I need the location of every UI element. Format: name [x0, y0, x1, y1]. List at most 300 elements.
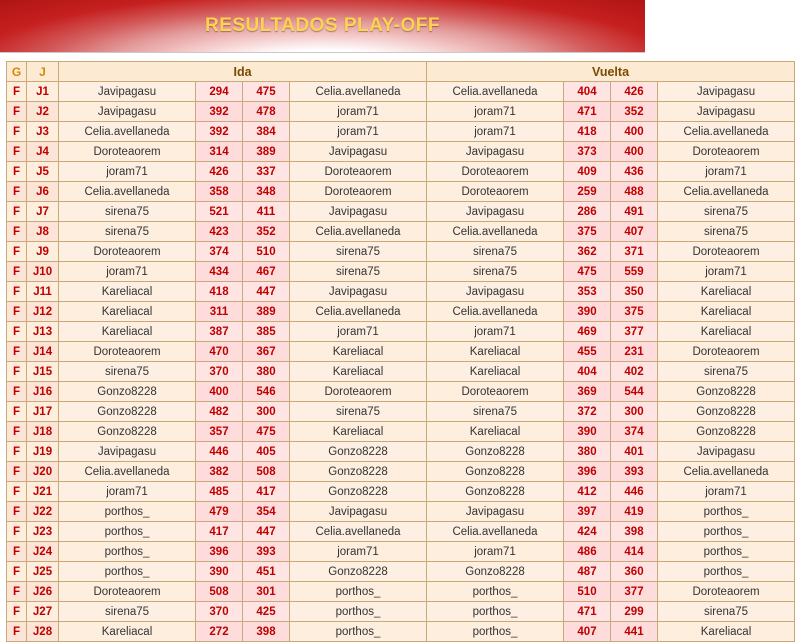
cell-group: F	[7, 82, 27, 102]
cell-score-vuelta-home: 390	[564, 422, 611, 442]
cell-home-ida: porthos_	[59, 502, 196, 522]
table-row	[7, 82, 795, 102]
cell-score-ida-away: 508	[243, 462, 290, 482]
table-row	[7, 402, 795, 422]
cell-group: F	[7, 202, 27, 222]
cell-away-ida: Javipagasu	[290, 282, 427, 302]
cell-away-vuelta: joram71	[658, 162, 795, 182]
cell-home-ida: Celia.avellaneda	[59, 122, 196, 142]
cell-away-ida: sirena75	[290, 402, 427, 422]
cell-away-vuelta: Doroteaorem	[658, 142, 795, 162]
playoff-results-table	[6, 61, 795, 642]
cell-home-vuelta: Gonzo8228	[427, 482, 564, 502]
cell-home-vuelta: Doroteaorem	[427, 182, 564, 202]
cell-matchday: J12	[27, 302, 59, 322]
cell-home-vuelta: Doroteaorem	[427, 162, 564, 182]
cell-away-vuelta: sirena75	[658, 602, 795, 622]
cell-home-vuelta: Kareliacal	[427, 342, 564, 362]
cell-home-ida: Doroteaorem	[59, 582, 196, 602]
table-row	[7, 262, 795, 282]
cell-score-vuelta-away: 393	[611, 462, 658, 482]
cell-away-vuelta: Celia.avellaneda	[658, 462, 795, 482]
cell-score-ida-home: 272	[196, 622, 243, 642]
cell-home-vuelta: joram71	[427, 322, 564, 342]
cell-away-ida: Celia.avellaneda	[290, 82, 427, 102]
cell-home-ida: Celia.avellaneda	[59, 462, 196, 482]
cell-home-vuelta: Javipagasu	[427, 142, 564, 162]
cell-score-ida-home: 418	[196, 282, 243, 302]
cell-away-ida: porthos_	[290, 622, 427, 642]
cell-matchday: J1	[27, 82, 59, 102]
cell-score-ida-home: 521	[196, 202, 243, 222]
cell-score-ida-home: 482	[196, 402, 243, 422]
cell-away-vuelta: Doroteaorem	[658, 342, 795, 362]
table-row	[7, 282, 795, 302]
cell-away-vuelta: sirena75	[658, 222, 795, 242]
cell-score-vuelta-away: 559	[611, 262, 658, 282]
table-body	[7, 82, 795, 642]
cell-score-vuelta-home: 471	[564, 602, 611, 622]
cell-group: F	[7, 382, 27, 402]
cell-group: F	[7, 502, 27, 522]
cell-group: F	[7, 322, 27, 342]
cell-group: F	[7, 262, 27, 282]
cell-matchday: J27	[27, 602, 59, 622]
cell-score-ida-away: 301	[243, 582, 290, 602]
cell-group: F	[7, 522, 27, 542]
cell-group: F	[7, 302, 27, 322]
cell-score-ida-home: 396	[196, 542, 243, 562]
cell-group: F	[7, 122, 27, 142]
table-row	[7, 462, 795, 482]
page-title: RESULTADOS PLAY-OFF	[204, 15, 441, 36]
cell-score-vuelta-home: 396	[564, 462, 611, 482]
cell-matchday: J7	[27, 202, 59, 222]
cell-score-vuelta-away: 371	[611, 242, 658, 262]
cell-group: F	[7, 102, 27, 122]
cell-home-vuelta: Celia.avellaneda	[427, 522, 564, 542]
cell-score-vuelta-away: 436	[611, 162, 658, 182]
header-group: G	[7, 62, 27, 82]
cell-home-vuelta: Gonzo8228	[427, 442, 564, 462]
cell-score-ida-away: 425	[243, 602, 290, 622]
cell-score-ida-home: 311	[196, 302, 243, 322]
table-row	[7, 382, 795, 402]
cell-away-ida: Doroteaorem	[290, 382, 427, 402]
cell-score-vuelta-away: 398	[611, 522, 658, 542]
cell-score-ida-home: 434	[196, 262, 243, 282]
cell-score-ida-home: 370	[196, 362, 243, 382]
cell-home-vuelta: Javipagasu	[427, 502, 564, 522]
cell-away-vuelta: joram71	[658, 262, 795, 282]
cell-away-ida: sirena75	[290, 242, 427, 262]
cell-home-ida: porthos_	[59, 542, 196, 562]
cell-score-ida-home: 423	[196, 222, 243, 242]
cell-matchday: J21	[27, 482, 59, 502]
cell-home-ida: Kareliacal	[59, 622, 196, 642]
cell-home-vuelta: Celia.avellaneda	[427, 302, 564, 322]
cell-home-vuelta: Kareliacal	[427, 362, 564, 382]
cell-matchday: J20	[27, 462, 59, 482]
cell-score-vuelta-home: 259	[564, 182, 611, 202]
table-row	[7, 322, 795, 342]
table-row	[7, 362, 795, 382]
cell-matchday: J18	[27, 422, 59, 442]
cell-score-vuelta-away: 446	[611, 482, 658, 502]
cell-score-ida-home: 485	[196, 482, 243, 502]
cell-matchday: J28	[27, 622, 59, 642]
cell-score-vuelta-home: 373	[564, 142, 611, 162]
cell-score-ida-away: 385	[243, 322, 290, 342]
cell-home-ida: joram71	[59, 262, 196, 282]
cell-group: F	[7, 142, 27, 162]
cell-home-ida: sirena75	[59, 222, 196, 242]
cell-matchday: J13	[27, 322, 59, 342]
cell-away-ida: Gonzo8228	[290, 562, 427, 582]
cell-score-ida-home: 314	[196, 142, 243, 162]
cell-score-ida-home: 370	[196, 602, 243, 622]
cell-home-vuelta: Javipagasu	[427, 202, 564, 222]
cell-group: F	[7, 162, 27, 182]
cell-score-ida-away: 417	[243, 482, 290, 502]
cell-away-vuelta: Kareliacal	[658, 622, 795, 642]
cell-home-ida: Doroteaorem	[59, 142, 196, 162]
cell-score-vuelta-home: 412	[564, 482, 611, 502]
cell-away-ida: sirena75	[290, 262, 427, 282]
cell-score-vuelta-home: 409	[564, 162, 611, 182]
cell-score-ida-home: 446	[196, 442, 243, 462]
cell-matchday: J10	[27, 262, 59, 282]
cell-score-vuelta-away: 488	[611, 182, 658, 202]
cell-score-ida-away: 510	[243, 242, 290, 262]
cell-away-vuelta: porthos_	[658, 542, 795, 562]
cell-score-vuelta-away: 374	[611, 422, 658, 442]
cell-away-vuelta: porthos_	[658, 522, 795, 542]
cell-score-vuelta-away: 544	[611, 382, 658, 402]
cell-home-ida: sirena75	[59, 602, 196, 622]
cell-away-ida: Kareliacal	[290, 342, 427, 362]
cell-score-vuelta-home: 369	[564, 382, 611, 402]
cell-group: F	[7, 442, 27, 462]
cell-score-ida-home: 392	[196, 102, 243, 122]
cell-home-ida: porthos_	[59, 522, 196, 542]
cell-away-ida: Javipagasu	[290, 142, 427, 162]
cell-away-ida: Doroteaorem	[290, 162, 427, 182]
cell-home-ida: Celia.avellaneda	[59, 182, 196, 202]
cell-away-vuelta: Celia.avellaneda	[658, 122, 795, 142]
table-header-row	[7, 62, 795, 82]
cell-score-vuelta-home: 469	[564, 322, 611, 342]
cell-score-vuelta-away: 400	[611, 122, 658, 142]
cell-group: F	[7, 462, 27, 482]
table-row	[7, 482, 795, 502]
cell-score-ida-away: 352	[243, 222, 290, 242]
cell-matchday: J9	[27, 242, 59, 262]
cell-home-ida: Javipagasu	[59, 442, 196, 462]
cell-group: F	[7, 482, 27, 502]
cell-score-ida-away: 367	[243, 342, 290, 362]
cell-score-vuelta-home: 404	[564, 82, 611, 102]
cell-matchday: J5	[27, 162, 59, 182]
cell-away-ida: joram71	[290, 322, 427, 342]
cell-group: F	[7, 562, 27, 582]
cell-home-vuelta: joram71	[427, 122, 564, 142]
cell-score-vuelta-away: 419	[611, 502, 658, 522]
cell-home-vuelta: Gonzo8228	[427, 462, 564, 482]
cell-score-vuelta-away: 377	[611, 322, 658, 342]
cell-home-vuelta: porthos_	[427, 582, 564, 602]
cell-score-ida-home: 470	[196, 342, 243, 362]
cell-matchday: J3	[27, 122, 59, 142]
cell-score-ida-away: 447	[243, 282, 290, 302]
table-row	[7, 162, 795, 182]
table-row	[7, 102, 795, 122]
cell-score-vuelta-away: 360	[611, 562, 658, 582]
cell-home-ida: joram71	[59, 162, 196, 182]
cell-score-ida-home: 417	[196, 522, 243, 542]
cell-home-ida: Kareliacal	[59, 302, 196, 322]
cell-matchday: J2	[27, 102, 59, 122]
cell-score-vuelta-away: 426	[611, 82, 658, 102]
cell-score-vuelta-away: 441	[611, 622, 658, 642]
cell-score-ida-away: 447	[243, 522, 290, 542]
cell-home-vuelta: Gonzo8228	[427, 562, 564, 582]
cell-away-vuelta: Javipagasu	[658, 82, 795, 102]
cell-away-vuelta: Gonzo8228	[658, 422, 795, 442]
cell-away-vuelta: Celia.avellaneda	[658, 182, 795, 202]
table-row	[7, 582, 795, 602]
cell-score-ida-home: 390	[196, 562, 243, 582]
cell-score-ida-away: 546	[243, 382, 290, 402]
cell-away-ida: joram71	[290, 102, 427, 122]
cell-score-vuelta-away: 231	[611, 342, 658, 362]
cell-home-vuelta: Celia.avellaneda	[427, 222, 564, 242]
cell-score-ida-away: 475	[243, 422, 290, 442]
cell-matchday: J23	[27, 522, 59, 542]
cell-matchday: J11	[27, 282, 59, 302]
cell-score-ida-away: 451	[243, 562, 290, 582]
cell-score-vuelta-home: 510	[564, 582, 611, 602]
cell-away-ida: Kareliacal	[290, 362, 427, 382]
cell-score-vuelta-home: 362	[564, 242, 611, 262]
cell-score-vuelta-away: 377	[611, 582, 658, 602]
table-row	[7, 142, 795, 162]
cell-score-ida-away: 354	[243, 502, 290, 522]
cell-away-vuelta: Kareliacal	[658, 282, 795, 302]
cell-score-vuelta-away: 299	[611, 602, 658, 622]
cell-matchday: J25	[27, 562, 59, 582]
cell-home-ida: Doroteaorem	[59, 342, 196, 362]
cell-matchday: J4	[27, 142, 59, 162]
cell-away-vuelta: Kareliacal	[658, 322, 795, 342]
cell-score-ida-home: 374	[196, 242, 243, 262]
cell-score-vuelta-away: 402	[611, 362, 658, 382]
table-row	[7, 442, 795, 462]
cell-score-ida-away: 475	[243, 82, 290, 102]
cell-score-ida-away: 300	[243, 402, 290, 422]
cell-group: F	[7, 242, 27, 262]
cell-home-vuelta: porthos_	[427, 622, 564, 642]
cell-score-ida-away: 411	[243, 202, 290, 222]
cell-home-vuelta: joram71	[427, 542, 564, 562]
cell-away-vuelta: Gonzo8228	[658, 402, 795, 422]
cell-score-vuelta-away: 375	[611, 302, 658, 322]
cell-matchday: J6	[27, 182, 59, 202]
cell-score-vuelta-away: 352	[611, 102, 658, 122]
cell-score-ida-home: 400	[196, 382, 243, 402]
cell-away-vuelta: joram71	[658, 482, 795, 502]
cell-group: F	[7, 542, 27, 562]
cell-score-ida-away: 398	[243, 622, 290, 642]
cell-score-vuelta-away: 407	[611, 222, 658, 242]
cell-home-vuelta: Celia.avellaneda	[427, 82, 564, 102]
cell-home-vuelta: porthos_	[427, 602, 564, 622]
cell-away-ida: porthos_	[290, 602, 427, 622]
cell-score-ida-away: 384	[243, 122, 290, 142]
cell-score-ida-away: 337	[243, 162, 290, 182]
cell-score-ida-home: 426	[196, 162, 243, 182]
cell-home-ida: Gonzo8228	[59, 382, 196, 402]
cell-score-vuelta-home: 487	[564, 562, 611, 582]
cell-score-vuelta-home: 475	[564, 262, 611, 282]
cell-home-ida: Kareliacal	[59, 282, 196, 302]
cell-score-vuelta-home: 418	[564, 122, 611, 142]
cell-group: F	[7, 282, 27, 302]
table-row	[7, 202, 795, 222]
cell-score-vuelta-home: 390	[564, 302, 611, 322]
cell-score-vuelta-home: 286	[564, 202, 611, 222]
table-row	[7, 562, 795, 582]
table-row	[7, 302, 795, 322]
cell-away-ida: Doroteaorem	[290, 182, 427, 202]
cell-group: F	[7, 582, 27, 602]
cell-away-ida: Javipagasu	[290, 202, 427, 222]
header-matchday: J	[27, 62, 59, 82]
header-vuelta: Vuelta	[427, 62, 795, 82]
cell-matchday: J17	[27, 402, 59, 422]
cell-group: F	[7, 362, 27, 382]
cell-score-vuelta-away: 350	[611, 282, 658, 302]
table-row	[7, 122, 795, 142]
cell-score-vuelta-home: 486	[564, 542, 611, 562]
cell-away-ida: Celia.avellaneda	[290, 222, 427, 242]
cell-score-vuelta-away: 300	[611, 402, 658, 422]
cell-matchday: J26	[27, 582, 59, 602]
cell-home-vuelta: Javipagasu	[427, 282, 564, 302]
cell-score-vuelta-home: 407	[564, 622, 611, 642]
cell-matchday: J15	[27, 362, 59, 382]
cell-matchday: J19	[27, 442, 59, 462]
cell-home-ida: Gonzo8228	[59, 402, 196, 422]
table-row	[7, 502, 795, 522]
cell-home-ida: Javipagasu	[59, 82, 196, 102]
cell-score-vuelta-home: 424	[564, 522, 611, 542]
cell-home-ida: Doroteaorem	[59, 242, 196, 262]
table-row	[7, 182, 795, 202]
cell-score-ida-home: 382	[196, 462, 243, 482]
table-row	[7, 242, 795, 262]
cell-score-vuelta-home: 372	[564, 402, 611, 422]
cell-score-ida-home: 357	[196, 422, 243, 442]
table-row	[7, 602, 795, 622]
cell-group: F	[7, 422, 27, 442]
cell-group: F	[7, 622, 27, 642]
cell-home-vuelta: sirena75	[427, 262, 564, 282]
cell-home-ida: sirena75	[59, 362, 196, 382]
cell-away-ida: Gonzo8228	[290, 482, 427, 502]
table-row	[7, 342, 795, 362]
cell-group: F	[7, 402, 27, 422]
cell-home-vuelta: sirena75	[427, 402, 564, 422]
cell-matchday: J24	[27, 542, 59, 562]
cell-group: F	[7, 342, 27, 362]
cell-score-ida-away: 389	[243, 302, 290, 322]
cell-score-vuelta-away: 414	[611, 542, 658, 562]
cell-away-ida: Celia.avellaneda	[290, 302, 427, 322]
cell-away-ida: Kareliacal	[290, 422, 427, 442]
cell-home-vuelta: joram71	[427, 102, 564, 122]
table-row	[7, 422, 795, 442]
cell-score-ida-away: 393	[243, 542, 290, 562]
cell-home-ida: Javipagasu	[59, 102, 196, 122]
cell-score-ida-away: 389	[243, 142, 290, 162]
cell-home-ida: sirena75	[59, 202, 196, 222]
cell-score-ida-home: 294	[196, 82, 243, 102]
header-ida: Ida	[59, 62, 427, 82]
cell-score-vuelta-away: 400	[611, 142, 658, 162]
cell-score-ida-home: 387	[196, 322, 243, 342]
cell-away-vuelta: porthos_	[658, 502, 795, 522]
cell-score-vuelta-home: 353	[564, 282, 611, 302]
cell-away-ida: Celia.avellaneda	[290, 522, 427, 542]
cell-away-vuelta: Javipagasu	[658, 442, 795, 462]
cell-matchday: J14	[27, 342, 59, 362]
cell-away-ida: porthos_	[290, 582, 427, 602]
cell-group: F	[7, 222, 27, 242]
cell-away-ida: Javipagasu	[290, 502, 427, 522]
cell-score-ida-away: 467	[243, 262, 290, 282]
cell-score-vuelta-home: 375	[564, 222, 611, 242]
table-row	[7, 222, 795, 242]
cell-group: F	[7, 182, 27, 202]
cell-away-vuelta: Gonzo8228	[658, 382, 795, 402]
table-row	[7, 542, 795, 562]
table-row	[7, 622, 795, 642]
cell-score-vuelta-home: 397	[564, 502, 611, 522]
cell-score-ida-home: 508	[196, 582, 243, 602]
cell-away-ida: joram71	[290, 542, 427, 562]
cell-away-ida: Gonzo8228	[290, 462, 427, 482]
cell-score-vuelta-away: 401	[611, 442, 658, 462]
cell-home-ida: porthos_	[59, 562, 196, 582]
results-sheet	[0, 53, 769, 642]
cell-away-vuelta: Kareliacal	[658, 302, 795, 322]
cell-score-ida-away: 405	[243, 442, 290, 462]
cell-away-vuelta: Doroteaorem	[658, 242, 795, 262]
cell-score-ida-home: 479	[196, 502, 243, 522]
cell-matchday: J8	[27, 222, 59, 242]
cell-score-ida-away: 380	[243, 362, 290, 382]
cell-matchday: J16	[27, 382, 59, 402]
cell-away-vuelta: Doroteaorem	[658, 582, 795, 602]
cell-matchday: J22	[27, 502, 59, 522]
cell-score-ida-home: 358	[196, 182, 243, 202]
cell-score-vuelta-home: 471	[564, 102, 611, 122]
cell-away-vuelta: sirena75	[658, 202, 795, 222]
table-row	[7, 522, 795, 542]
cell-away-ida: joram71	[290, 122, 427, 142]
page-banner	[0, 0, 645, 53]
